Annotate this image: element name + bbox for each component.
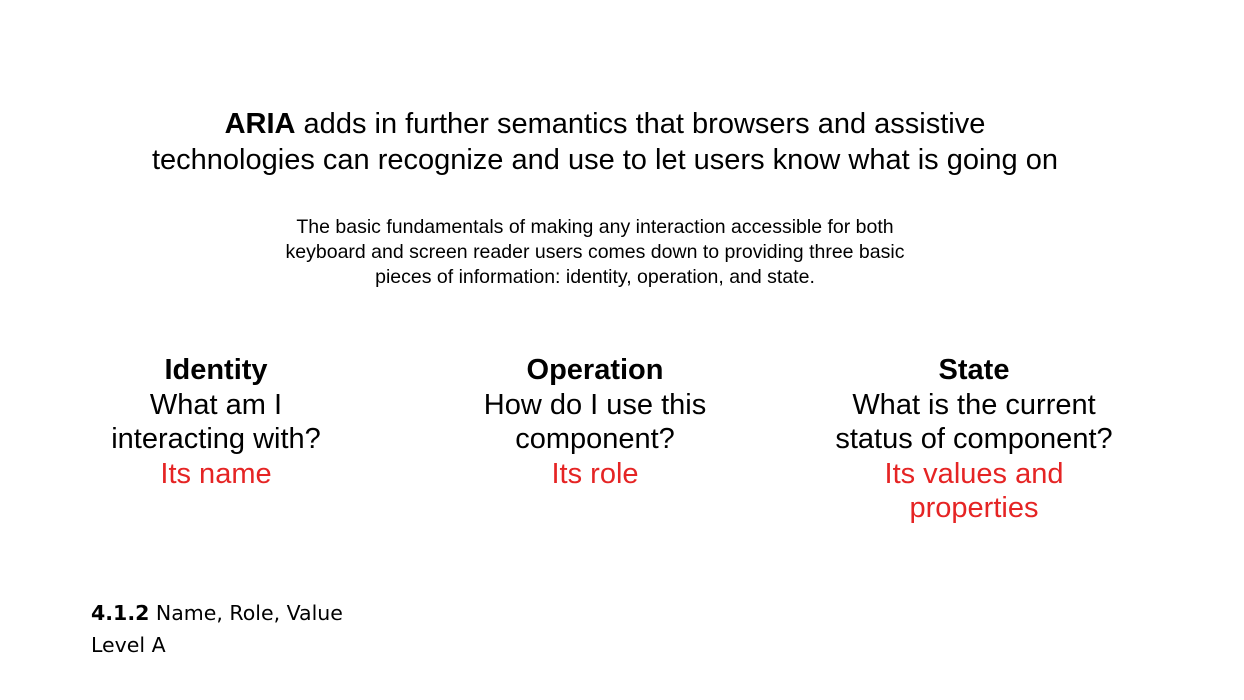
headline-line-1-rest: adds in further semantics that browsers and assistive xyxy=(295,108,986,140)
headline-line-2: technologies can recognize and use to let users know what is going on xyxy=(151,144,1058,176)
intro-line-3: pieces of information: identity, operation, and state. xyxy=(375,266,815,288)
column-operation xyxy=(445,353,745,491)
column-question-line: interacting with? xyxy=(111,423,321,455)
column-title: Operation xyxy=(526,354,664,386)
wcag-criterion xyxy=(91,597,343,661)
column-question-line: How do I use this xyxy=(483,388,707,421)
column-question-line: component? xyxy=(515,423,675,455)
column-title: State xyxy=(938,354,1010,386)
column-answer-line: properties xyxy=(909,492,1039,524)
column-answer-line: Its role xyxy=(551,457,639,490)
headline-bold-term: ARIA xyxy=(224,108,296,140)
column-identity xyxy=(66,353,366,491)
headline xyxy=(0,106,1210,178)
criterion-number: 4.1.2 xyxy=(91,601,150,625)
criterion-level: Level A xyxy=(91,633,166,657)
intro-paragraph xyxy=(0,215,1190,290)
column-question-line: What is the current xyxy=(852,388,1096,421)
criterion-line xyxy=(91,597,343,629)
column-state xyxy=(814,353,1134,526)
column-answer-line: Its name xyxy=(160,457,272,490)
column-title: Identity xyxy=(164,354,268,386)
criterion-name: Name, Role, Value xyxy=(149,601,343,625)
column-question-line: status of component? xyxy=(835,423,1113,455)
column-answer-line: Its values and xyxy=(884,457,1064,490)
headline-line-1 xyxy=(0,106,1210,142)
intro-line-2: keyboard and screen reader users comes down to providing three basic xyxy=(285,241,905,263)
intro-line-1: The basic fundamentals of making any interaction accessible for both xyxy=(296,216,894,238)
column-question-line: What am I xyxy=(149,388,283,421)
